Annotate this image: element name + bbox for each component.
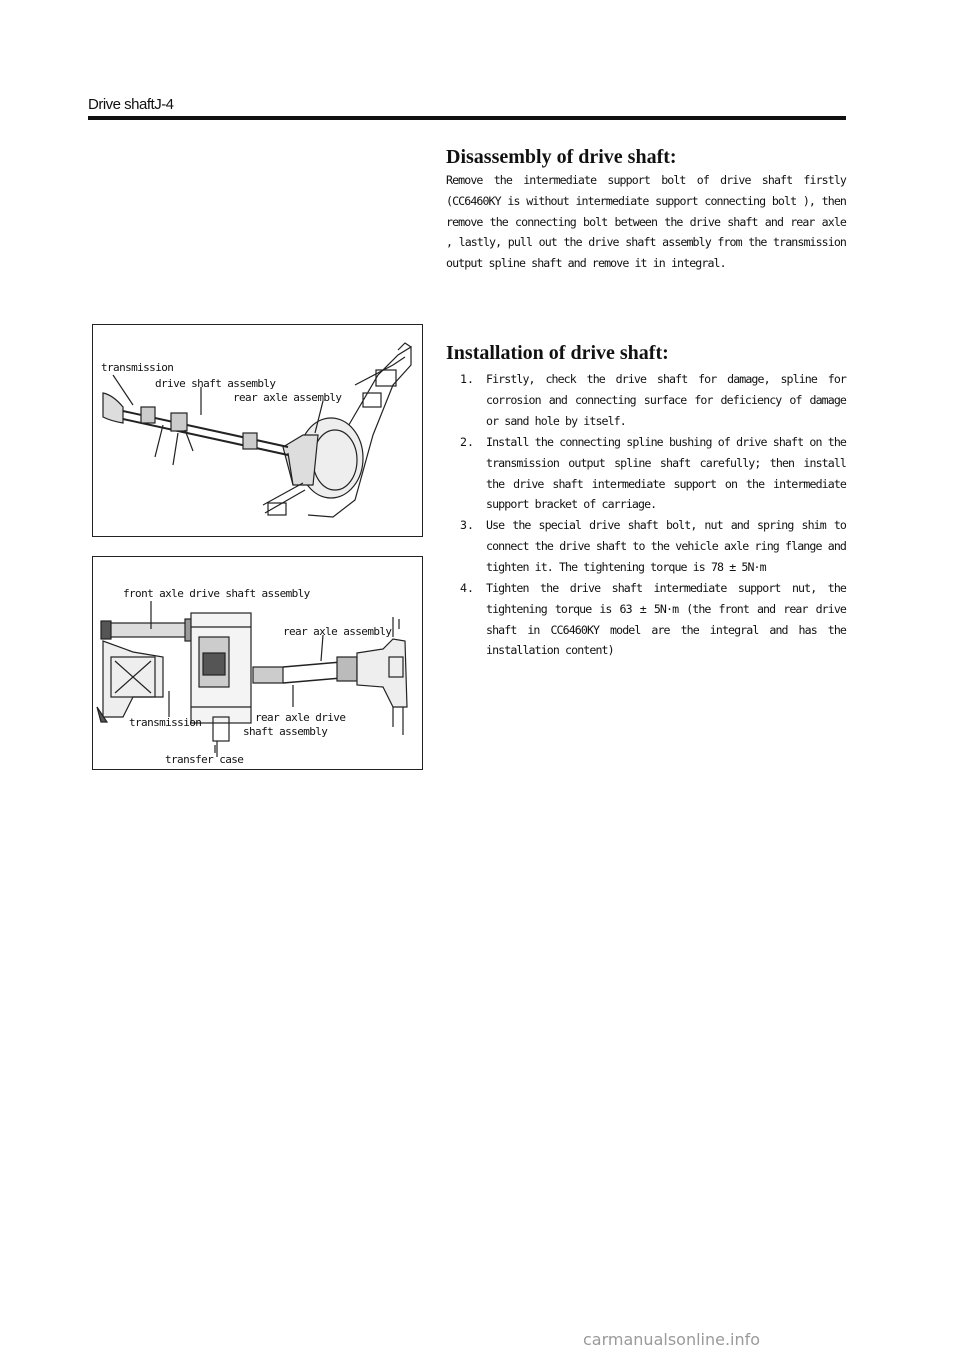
transfer-case-illustration bbox=[93, 557, 422, 769]
step-number: 1. bbox=[460, 372, 474, 386]
label-drive-shaft-assembly: drive shaft assembly bbox=[155, 377, 276, 390]
label-transmission: transmission bbox=[129, 716, 202, 729]
step-text: Install the connecting spline bushing of drive shaft on the transmission output spline shaft carefully; then install the drive shaft intermediate support on the intermediate support bracket of carriage. bbox=[486, 435, 846, 512]
page-header bbox=[88, 94, 846, 120]
disassembly-body: Remove the intermediate support bolt of drive shaft firstly (CC6460KY is without intermediate support connecting bolt ), then remove the connecting bolt between the drive shaft and rear axle , lastly, pull out the drive shaft assembly from the transmission output spline shaft and remove it in integral. bbox=[446, 173, 846, 271]
disassembly-title: Disassembly of drive shaft: bbox=[446, 146, 677, 168]
step-number: 2. bbox=[460, 435, 474, 449]
label-transmission: transmission bbox=[101, 361, 174, 374]
label-transfer-case: transfer case bbox=[165, 753, 244, 766]
step-text: Use the special drive shaft bolt, nut and spring shim to connect the drive shaft to the vehicle axle ring flange and tighten it. The tightening torque is 78 ± 5N·m bbox=[486, 518, 846, 574]
figure-transfer-case bbox=[92, 556, 423, 770]
step-number: 4. bbox=[460, 581, 474, 595]
drive-shaft-illustration bbox=[93, 325, 422, 536]
figure-drive-shaft-chassis bbox=[92, 324, 423, 537]
label-rear-axle-assembly: rear axle assembly bbox=[233, 391, 342, 404]
watermark: carmanualsonline.info bbox=[583, 1330, 761, 1349]
label-shaft-assembly: shaft assembly bbox=[243, 725, 328, 738]
step-text: Tighten the drive shaft intermediate support nut, the tightening torque is 63 ± 5N·m (the front and rear drive shaft in CC6460KY model are the integral and has the installation content) bbox=[486, 581, 846, 658]
label-rear-axle-drive: rear axle drive bbox=[255, 711, 346, 724]
step-text: Firstly, check the drive shaft for damage, spline for corrosion and connecting surface for deficiency of damage or sand hole by itself. bbox=[486, 372, 846, 428]
installation-title: Installation of drive shaft: bbox=[446, 342, 669, 364]
step-number: 3. bbox=[460, 518, 474, 532]
label-rear-axle-assembly: rear axle assembly bbox=[283, 625, 392, 638]
label-front-axle-drive-shaft: front axle drive shaft assembly bbox=[123, 587, 310, 600]
header-title: Drive shaftJ-4 bbox=[88, 96, 174, 113]
